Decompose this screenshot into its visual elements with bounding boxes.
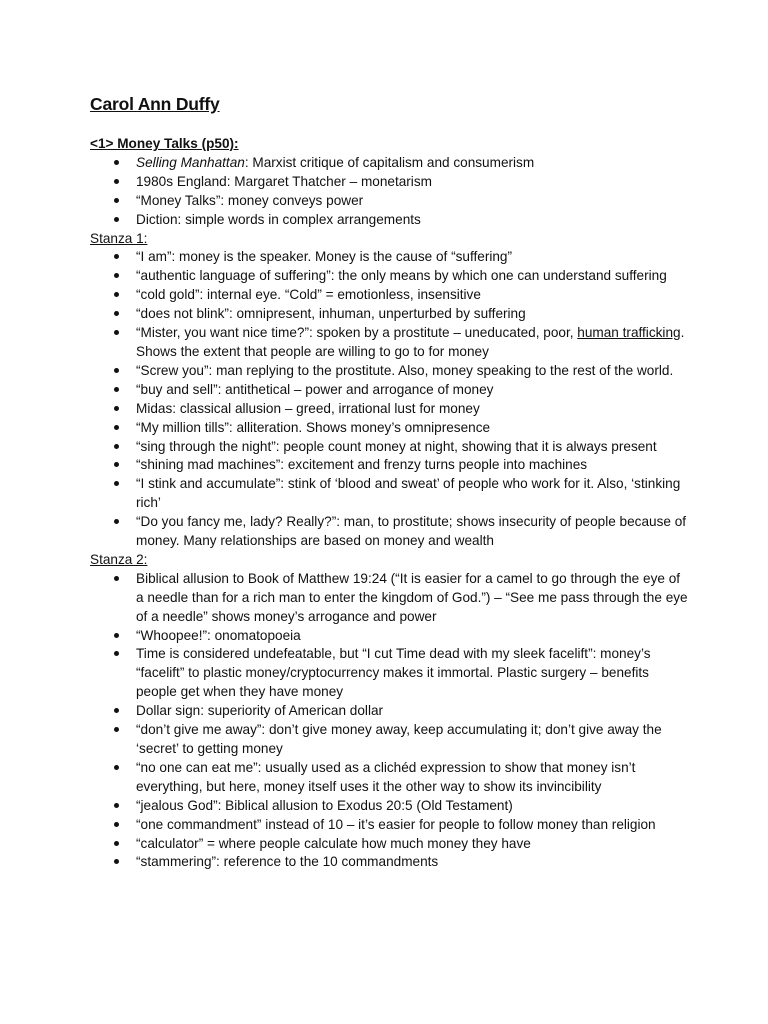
list-item: “I am”: money is the speaker. Money is the cause of “suffering” <box>136 249 513 265</box>
list-item: Time is considered undefeatable, but “I cut Time dead with my sleek facelift”: money’s “facelift” to plastic money/cryptocurrency makes it immortal. Plastic surgery – benefits people get when they have money <box>136 646 651 700</box>
list-item: “cold gold”: internal eye. “Cold” = emotionless, insensitive <box>136 287 481 303</box>
list-item: “no one can eat me”: usually used as a clichéd expression to show that money isn’t everything, but here, money itself uses it the other way to show its invincibility <box>136 759 636 794</box>
section-heading: <1> Money Talks (p50): <box>90 136 239 151</box>
bullet-list <box>90 248 690 551</box>
list-item: Selling Manhattan: Marxist critique of capitalism and consumerism <box>136 154 535 170</box>
list-item: “Screw you”: man replying to the prostitute. Also, money speaking to the rest of the world. <box>136 362 674 378</box>
list-item: “shining mad machines”: excitement and frenzy turns people into machines <box>136 457 588 473</box>
section-money-talks <box>90 135 690 872</box>
list-item: “buy and sell”: antithetical – power and arrogance of money <box>136 381 494 397</box>
bullet-list <box>90 570 690 873</box>
list-item: “Whoopee!”: onomatopoeia <box>136 627 301 643</box>
list-item: Diction: simple words in complex arrangements <box>136 211 421 227</box>
list-item: “Money Talks”: money conveys power <box>136 192 364 208</box>
list-item: Biblical allusion to Book of Matthew 19:24 (“It is easier for a camel to go through the eye of a needle than for a rich man to enter the kingdom of God.”) – “See me pass through the eye of a needle” shows money’s arrogance and power <box>136 570 688 624</box>
list-item: Midas: classical allusion – greed, irrational lust for money <box>136 400 480 416</box>
list-item: “authentic language of suffering”: the only means by which one can understand suffering <box>136 268 667 284</box>
list-item: “one commandment” instead of 10 – it’s easier for people to follow money than religion <box>136 816 656 832</box>
list-item: “jealous God”: Biblical allusion to Exodus 20:5 (Old Testament) <box>136 797 513 813</box>
list-item: “Do you fancy me, lady? Really?”: man, to prostitute; shows insecurity of people because of money. Many relationships are based on money and wealth <box>136 514 687 549</box>
document-title: Carol Ann Duffy <box>90 94 220 114</box>
list-item: “sing through the night”: people count money at night, showing that it is always present <box>136 438 657 454</box>
list-item: 1980s England: Margaret Thatcher – monetarism <box>136 173 432 189</box>
list-item: “don’t give me away”: don’t give money away, keep accumulating it; don’t give away the ‘secret’ to getting money <box>136 722 662 756</box>
list-item: “calculator” = where people calculate how much money they have <box>136 835 531 851</box>
list-item: “Mister, you want nice time?”: spoken by a prostitute – uneducated, poor, human trafficking. Shows the extent that people are willing to go to for money <box>136 325 685 359</box>
section-heading: Stanza 1: <box>90 230 148 246</box>
section-heading: Stanza 2: <box>90 551 148 567</box>
list-item: Dollar sign: superiority of American dollar <box>136 703 384 719</box>
list-item: “My million tills”: alliteration. Shows money’s omnipresence <box>136 419 491 435</box>
list-item: “stammering”: reference to the 10 commandments <box>136 854 439 870</box>
list-item: “I stink and accumulate”: stink of ‘blood and sweat’ of people who work for it. Also, ‘stinking rich’ <box>136 476 681 511</box>
list-item: “does not blink”: omnipresent, inhuman, unperturbed by suffering <box>136 306 526 322</box>
underlined-phrase: human trafficking <box>577 325 681 341</box>
bullet-list <box>90 154 690 230</box>
